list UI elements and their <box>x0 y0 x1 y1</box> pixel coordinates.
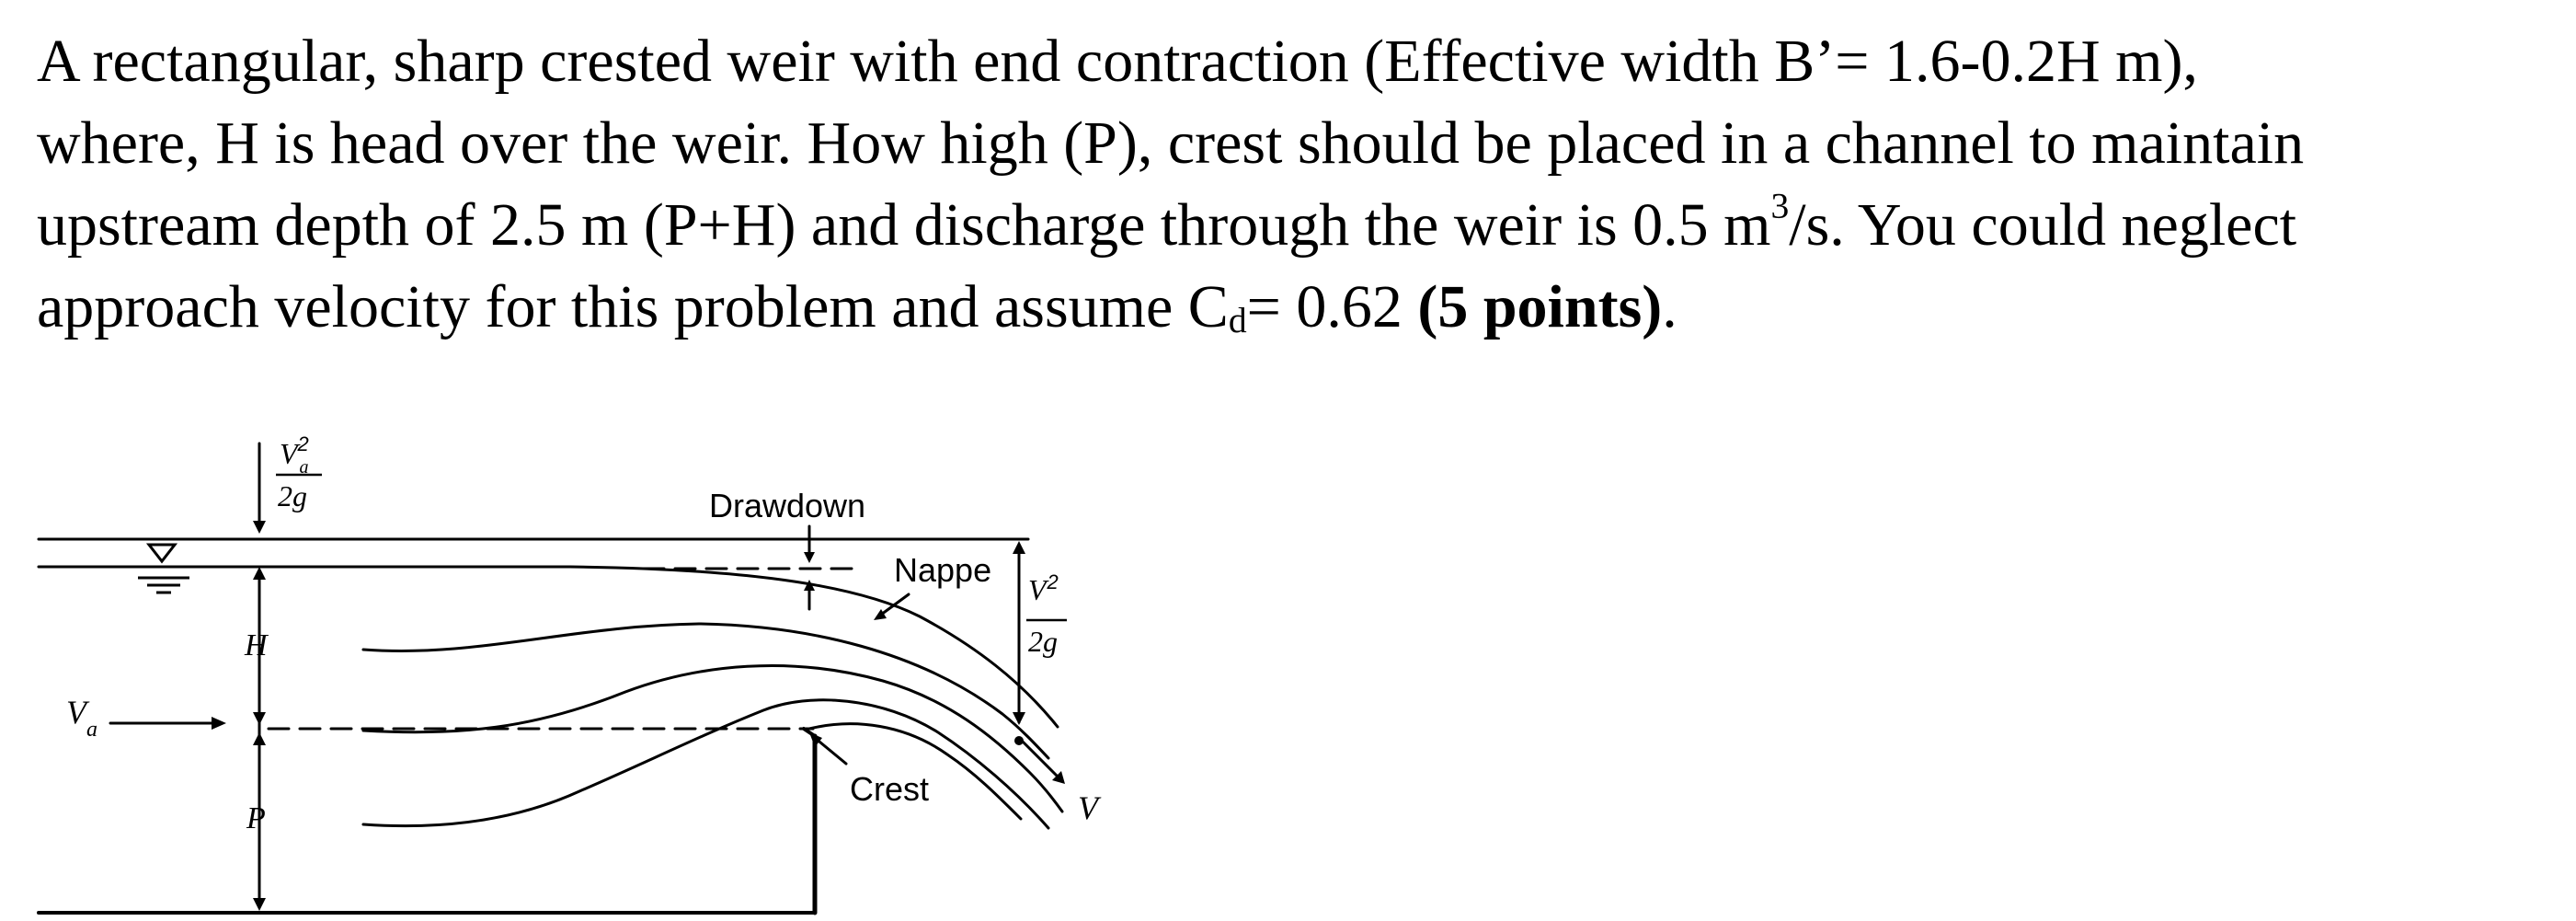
problem-line-1: A rectangular, sharp crested weir with end contraction (Effective width B’= 1.6-0.2H m), <box>37 28 2198 95</box>
water-surface-symbol <box>138 545 189 593</box>
vahead-exp: 2 <box>297 432 309 455</box>
line4-text-c: . <box>1662 273 1677 340</box>
streamline-2 <box>363 665 1062 812</box>
velocity-head-approach <box>276 432 322 512</box>
drawdown-label: Drawdown <box>708 487 866 524</box>
vhead-exp: 2 <box>1047 570 1059 593</box>
weir-diagram-svg <box>0 405 1196 916</box>
streamline-3 <box>363 700 1048 828</box>
weir-diagram <box>0 405 1196 916</box>
vahead-den: 2g <box>278 479 307 512</box>
problem-line-3 <box>37 184 2557 266</box>
cubic-superscript: 3 <box>1770 185 1790 226</box>
svg-text:Va2 <box>280 432 309 478</box>
vahead-v: V <box>280 437 298 470</box>
h-label: H <box>245 628 268 662</box>
p-label: P <box>246 801 266 835</box>
problem-statement <box>37 20 2557 348</box>
vhead-v: V <box>1028 573 1047 606</box>
va-label <box>66 694 97 742</box>
velocity-head-nappe <box>1026 570 1067 658</box>
nappe-label: Nappe <box>894 551 992 589</box>
va-sub: a <box>86 718 97 742</box>
line4-text-a: approach velocity for this problem and assume C <box>37 273 1229 340</box>
line4-text-b: = 0.62 <box>1246 273 1418 340</box>
line3-text-b: /s. You could neglect <box>1789 191 2297 259</box>
vhead-den: 2g <box>1028 625 1058 658</box>
svg-text:V2 <box>1028 570 1059 606</box>
problem-line-4 <box>37 266 2557 348</box>
line3-text-a: upstream depth of 2.5 m (P+H) and discharge through the weir is 0.5 m <box>37 191 1771 259</box>
cd-subscript: d <box>1228 299 1247 340</box>
vahead-sub: a <box>299 457 309 478</box>
crest-label: Crest <box>850 770 930 808</box>
problem-line-2: where, H is head over the weir. How high (P), crest should be placed in a channel to maintain <box>37 109 2305 177</box>
v-label: V <box>1078 789 1098 826</box>
va-v: V <box>66 694 86 731</box>
points-label: (5 points) <box>1417 273 1663 340</box>
